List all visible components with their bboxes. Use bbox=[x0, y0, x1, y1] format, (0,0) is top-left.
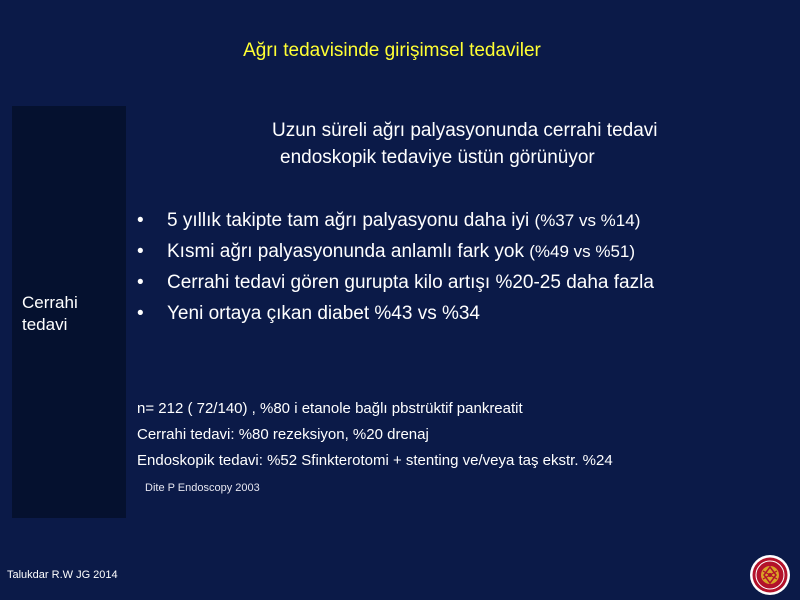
sidebar-panel bbox=[12, 106, 126, 518]
bullet-icon: • bbox=[137, 210, 144, 231]
notes-line2: Cerrahi tedavi: %80 rezeksiyon, %20 drenaj bbox=[137, 426, 429, 443]
list-item bbox=[137, 298, 654, 329]
list-item bbox=[137, 205, 654, 236]
bullet-text: Kısmi ağrı palyasyonunda anlamlı fark yok bbox=[167, 241, 530, 262]
lead-line2: endoskopik tedaviye üstün görünüyor bbox=[280, 147, 595, 168]
study-notes bbox=[137, 396, 613, 474]
bullet-extra: (%37 vs %14) bbox=[534, 211, 641, 230]
notes-line1: n= 212 ( 72/140) , %80 i etanole bağlı pbstrüktif pankreatit bbox=[137, 400, 523, 417]
university-seal-icon bbox=[749, 554, 791, 596]
reference-citation: Dite P Endoscopy 2003 bbox=[145, 482, 260, 494]
bullet-text: 5 yıllık takipte tam ağrı palyasyonu daha iyi bbox=[167, 210, 535, 231]
footer-citation: Talukdar R.W JG 2014 bbox=[7, 569, 118, 581]
bullet-icon: • bbox=[137, 303, 144, 324]
sidebar-label-line2: tedavi bbox=[22, 315, 68, 334]
bullet-extra: (%49 vs %51) bbox=[529, 242, 636, 261]
bullet-icon: • bbox=[137, 241, 144, 262]
sidebar-label bbox=[22, 292, 78, 336]
bullet-list bbox=[137, 205, 654, 329]
bullet-text: Yeni ortaya çıkan diabet %43 vs %34 bbox=[167, 303, 480, 324]
slide-title: Ağrı tedavisinde girişimsel tedaviler bbox=[243, 40, 541, 61]
list-item bbox=[137, 267, 654, 298]
sidebar-label-line1: Cerrahi bbox=[22, 293, 78, 312]
bullet-text: Cerrahi tedavi gören gurupta kilo artışı %20-25 daha fazla bbox=[167, 272, 654, 293]
lead-line1: Uzun süreli ağrı palyasyonunda cerrahi tedavi bbox=[272, 120, 658, 141]
notes-line3: Endoskopik tedavi: %52 Sfinkterotomi + stenting ve/veya taş ekstr. %24 bbox=[137, 452, 613, 469]
bullet-icon: • bbox=[137, 272, 144, 293]
lead-statement bbox=[272, 117, 658, 171]
list-item bbox=[137, 236, 654, 267]
